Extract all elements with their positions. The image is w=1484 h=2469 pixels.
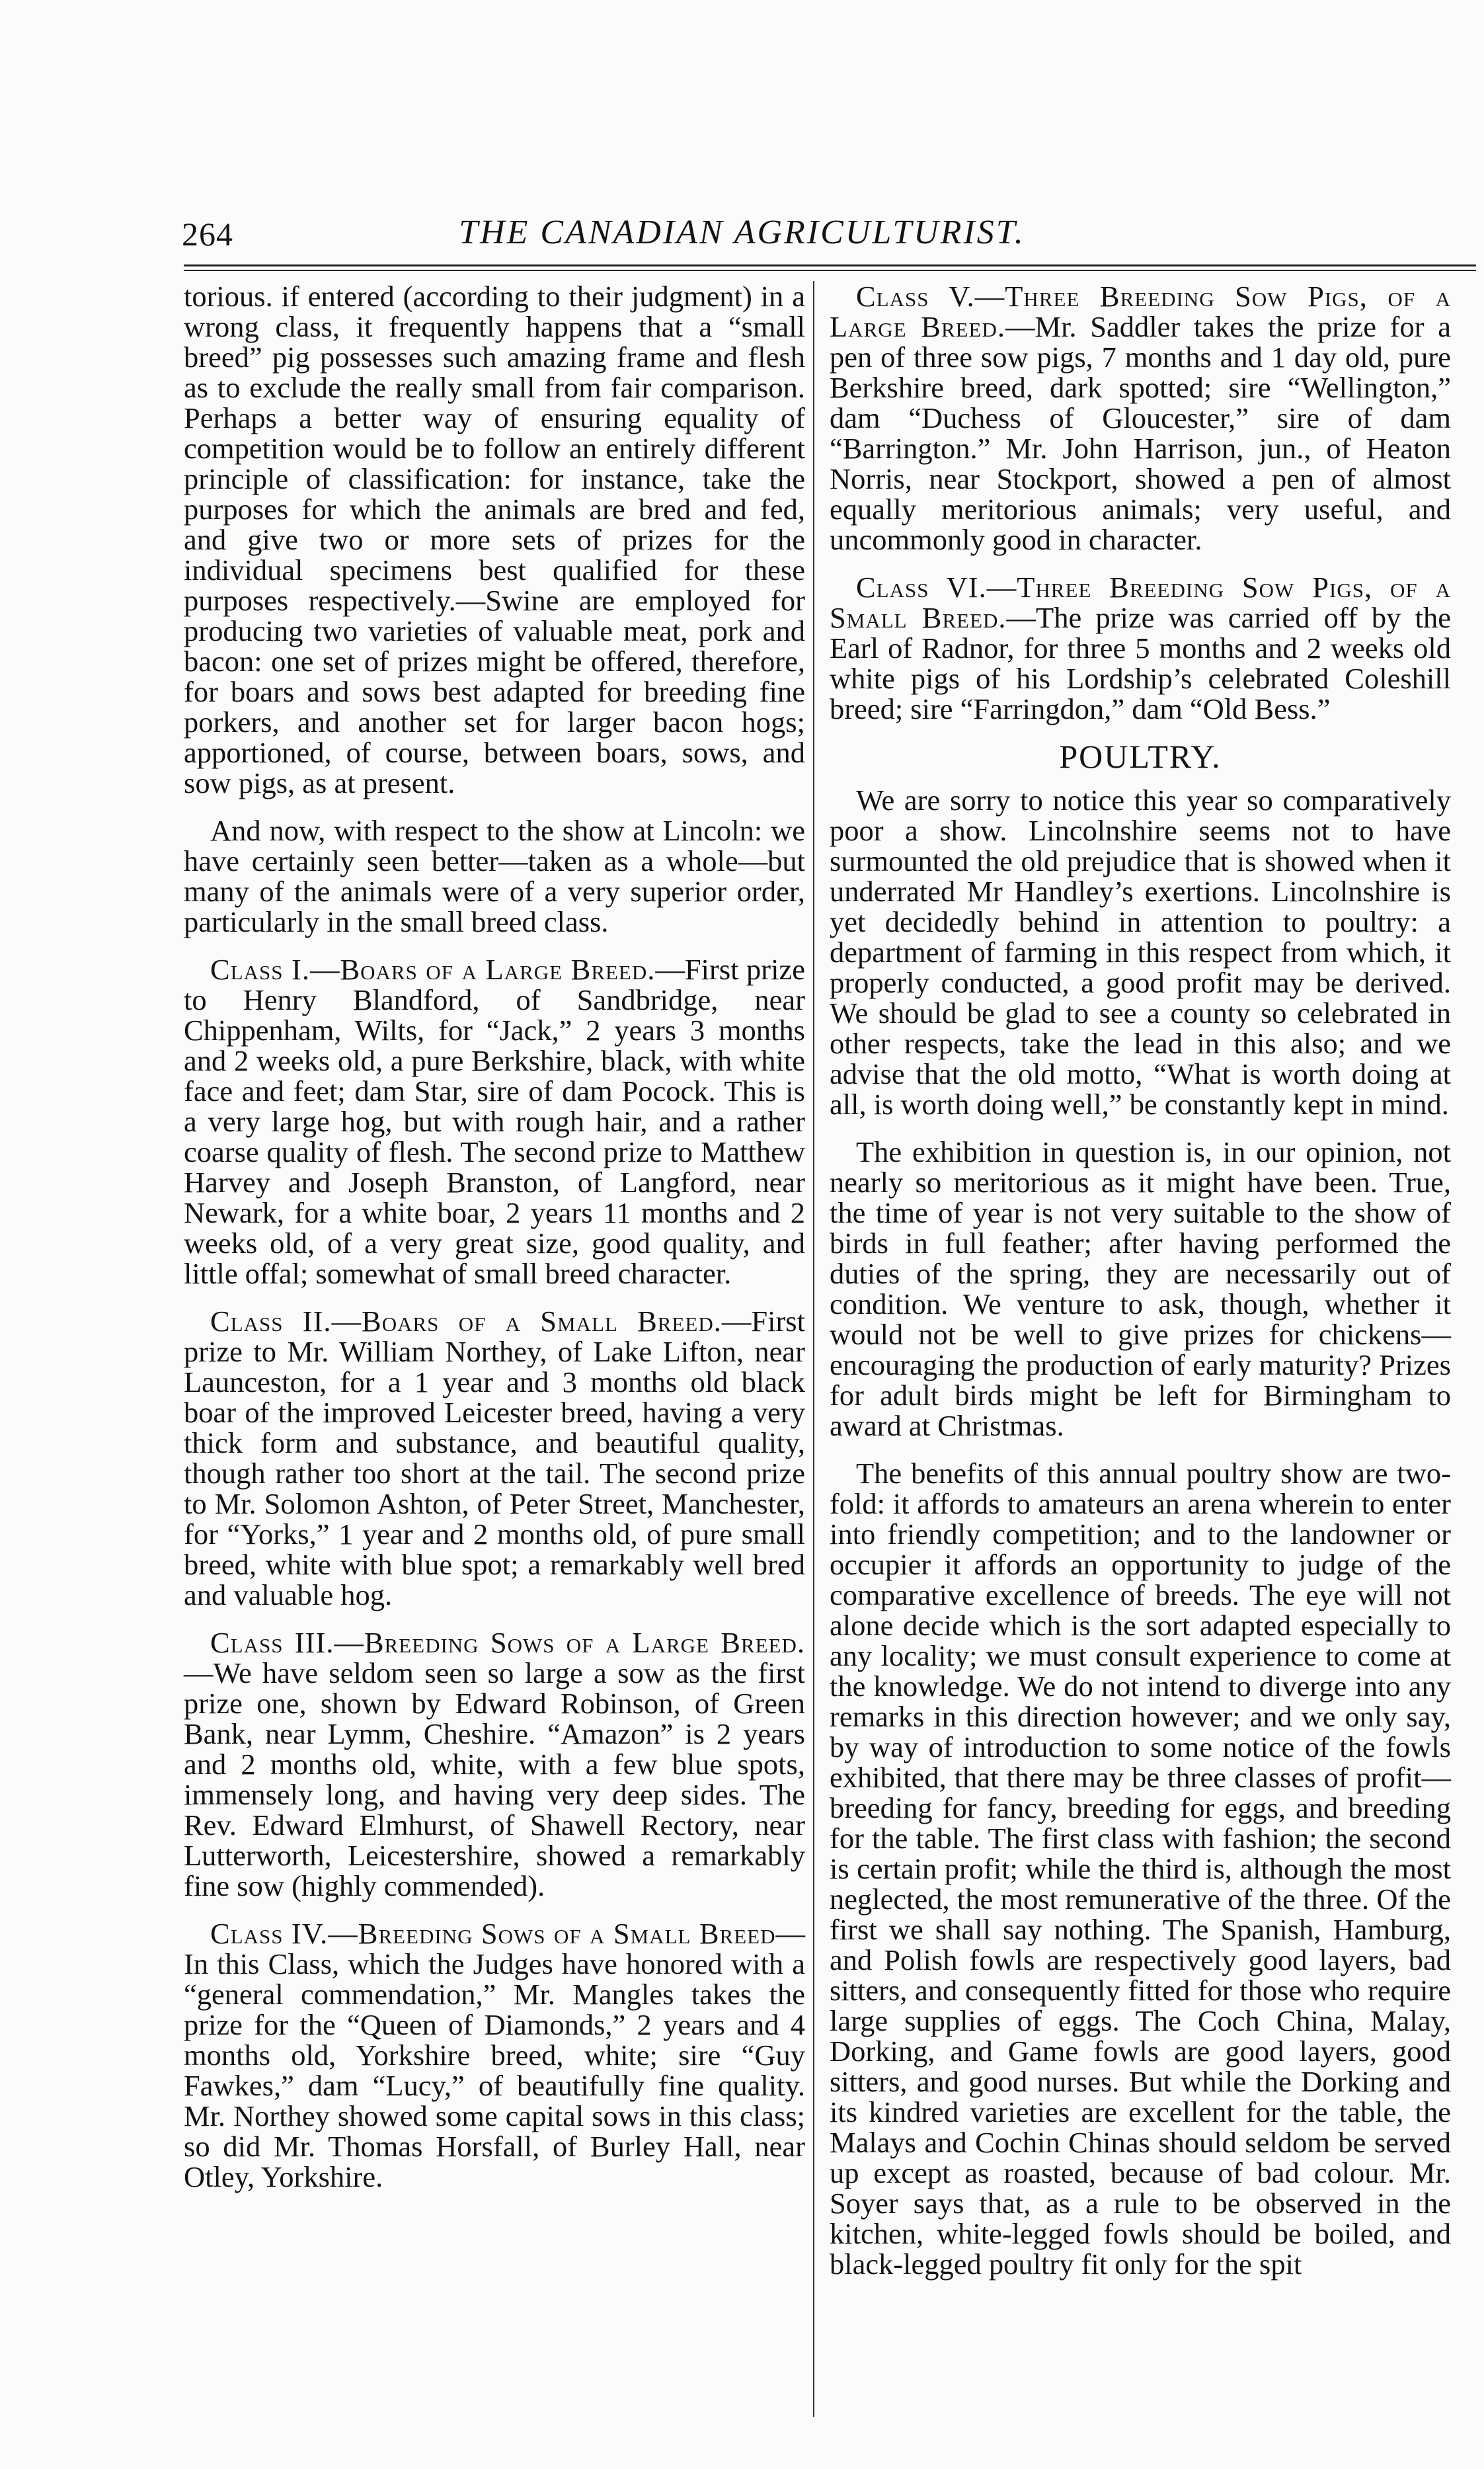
paragraph-text: We are sorry to notice this year so comparatively poor a show. Lincolnshire seems not to have surmounted the old prejudice that is showed when it underrated Mr Handley’s exertions. Lincolnshire is yet decidedly behind in attention to poultry: a department of farming in this respect from which, it properly conducted, a good profit may be derived. We should be glad to see a county so celebrated in other respects, take the lead in this also; and we advise that the old motto, “What is worth doing at all, is worth doing well,” be constantly kept in mind. bbox=[830, 784, 1451, 1121]
paragraph bbox=[184, 954, 805, 1289]
paragraph bbox=[830, 1137, 1451, 1441]
paragraph bbox=[830, 572, 1451, 724]
paragraph-text: And now, with respect to the show at Lincoln: we have certainly seen better—taken as a whole—but many of the animals were of a very superior order, particularly in the small breed class. bbox=[184, 814, 805, 938]
paragraph-text: —The prize was carried off by the Earl of Radnor, for three 5 months and 2 weeks old white pigs of his Lordship’s celebrated Coleshill breed; sire “Farringdon,” dam “Old Bess.” bbox=[830, 601, 1451, 725]
paragraph bbox=[830, 1458, 1451, 2279]
column-divider bbox=[813, 281, 814, 2417]
paragraph bbox=[184, 281, 805, 798]
paragraph bbox=[184, 1306, 805, 1610]
paragraph-text: —We have seldom seen so large a sow as the first prize one, shown by Edward Robinson, of Green Bank, near Lymm, Cheshire. “Amazon” is 2 years and 2 months old, white, with a few blue spots, immensely long, and having very deep sides. The Rev. Edward Elmhurst, of Shawell Rectory, near Lutterworth, Leicestershire, showed a remarkably fine sow (highly commended). bbox=[184, 1656, 805, 1902]
class-heading: Class V.—Three Breeding Sow Pigs, of a Large Breed. bbox=[830, 280, 1451, 343]
section-heading-poultry: POULTRY. bbox=[1059, 738, 1222, 775]
paragraph-text: —Mr. Saddler takes the prize for a pen of three sow pigs, 7 months and 1 day old, pure Berkshire breed, dark spotted; sire “Wellington,” dam “Duchess of Gloucester,” sire of dam “Barrington.” Mr. John Harrison, jun., of Heaton Norris, near Stockport, showed a pen of almost equally meritorious animals; very useful, and uncommonly good in character. bbox=[830, 310, 1451, 556]
paragraph bbox=[184, 1918, 805, 2192]
paragraph-text: torious. if entered (according to their judgment) in a wrong class, it frequently happens that a “small breed” pig possesses such amazing frame and flesh as to exclude the really small from fair comparison. Perhaps a better way of ensuring equality of competition would be to follow an entirely different principle of classification: for instance, take the purposes for which the animals are bred and fed, and give two or more sets of prizes for the individual specimens best qualified for these purposes respectively.—Swine are employed for producing two varieties of valuable meat, pork and bacon: one set of prizes might be offered, therefore, for boars and sows best adapted for breeding fine porkers, and another set for larger bacon hogs; apportioned, of course, between boars, sows, and sow pigs, as at present. bbox=[184, 280, 805, 799]
paragraph-text: The benefits of this annual poultry show are two-fold: it affords to amateurs an arena wherein to enter into friendly competition; and to the landowner or occupier it affords an opportunity to judge of the comparative excellence of breeds. The eye will not alone decide which is the sort adapted especially to any locality; we must consult experience to come at the knowledge. We do not intend to diverge into any remarks in this direction however; and we only say, by way of introduction to some notice of the fowls exhibited, that there may be three classes of profit—breeding for fancy, breeding for eggs, and breeding for the table. The first class with fashion; the second is certain profit; while the third is, although the most neglected, the most remunerative of the three. Of the first we shall say nothing. The Spanish, Hamburg, and Polish fowls are respectively good layers, bad sitters, and consequently fitted for those who require large supplies of eggs. The Coch China, Malay, Dorking, and Game fowls are good layers, good sitters, and good nurses. But while the Dorking and its kindred varieties are excellent for the table, the Malays and Cochin Chinas should seldom be served up except as roasted, because of bad colour. Mr. Soyer says that, as a rule to be observed in the kitchen, white-legged fowls should be boiled, and black-legged poultry fit only for the spit bbox=[830, 1457, 1451, 2281]
paragraph-text: The exhibition in question is, in our opinion, not nearly so meritorious as it might have been. True, the time of year is not very suitable to the show of birds in full feather; after having performed the duties of the spring, they are necessarily out of condition. We venture to ask, though, whether it would not be well to give prizes for chickens—encouraging the production of early maturity? Prizes for adult birds might be left for Birmingham to award at Christmas. bbox=[830, 1135, 1451, 1442]
paragraph bbox=[184, 1627, 805, 1901]
paragraph-text: —In this Class, which the Judges have honored with a “general commendation,” Mr. Mangles takes the prize for the “Queen of Diamonds,” 2 years and 4 months old, Yorkshire breed, white; sire “Guy Fawkes,” dam “Lucy,” of beautifully fine quality. Mr. Northey showed some capital sows in this class; so did Mr. Thomas Horsfall, of Burley Hall, near Otley, Yorkshire. bbox=[184, 1917, 805, 2193]
right-column bbox=[830, 281, 1451, 2296]
paragraph bbox=[830, 785, 1451, 1119]
running-title: THE CANADIAN AGRICULTURIST. bbox=[459, 214, 1025, 251]
paragraph-text: —First prize to Henry Blandford, of Sandbridge, near Chippenham, Wilts, for “Jack,” 2 years 3 months and 2 weeks old, a pure Berkshire, black, with white face and feet; dam Star, sire of dam Pocock. This is a very large hog, but with rough hair, and a rather coarse quality of flesh. The second prize to Matthew Harvey and Joseph Branston, of Langford, near Newark, for a white boar, 2 years 11 months and 2 weeks old, of a very great size, good quality, and little offal; somewhat of small breed character. bbox=[184, 953, 805, 1290]
page-number: 264 bbox=[182, 216, 233, 253]
class-heading: Class III.—Breeding Sows of a Large Breed. bbox=[210, 1626, 805, 1659]
paragraph bbox=[184, 815, 805, 937]
class-heading: Class IV.—Breeding Sows of a Small Breed bbox=[210, 1917, 776, 1950]
class-heading: Class VI.—Three Breeding Sow Pigs, of a Small Breed. bbox=[830, 571, 1451, 634]
paragraph-text: —First prize to Mr. William Northey, of Lake Lifton, near Launceston, for a 1 year and 3 months old black boar of the improved Leicester breed, having a very thick form and substance, and beautiful quality, though rather too short at the tail. The second prize to Mr. Solomon Ashton, of Peter Street, Manchester, for “Yorks,” 1 year and 2 months old, of pure small breed, white with blue spot; a remarkably well bred and valuable hog. bbox=[184, 1305, 805, 1611]
header-rule bbox=[184, 264, 1476, 271]
class-heading: Class II.—Boars of a Small Breed. bbox=[210, 1305, 722, 1338]
paragraph bbox=[830, 281, 1451, 555]
left-column bbox=[184, 281, 805, 2209]
class-heading: Class I.—Boars of a Large Breed. bbox=[210, 953, 656, 986]
